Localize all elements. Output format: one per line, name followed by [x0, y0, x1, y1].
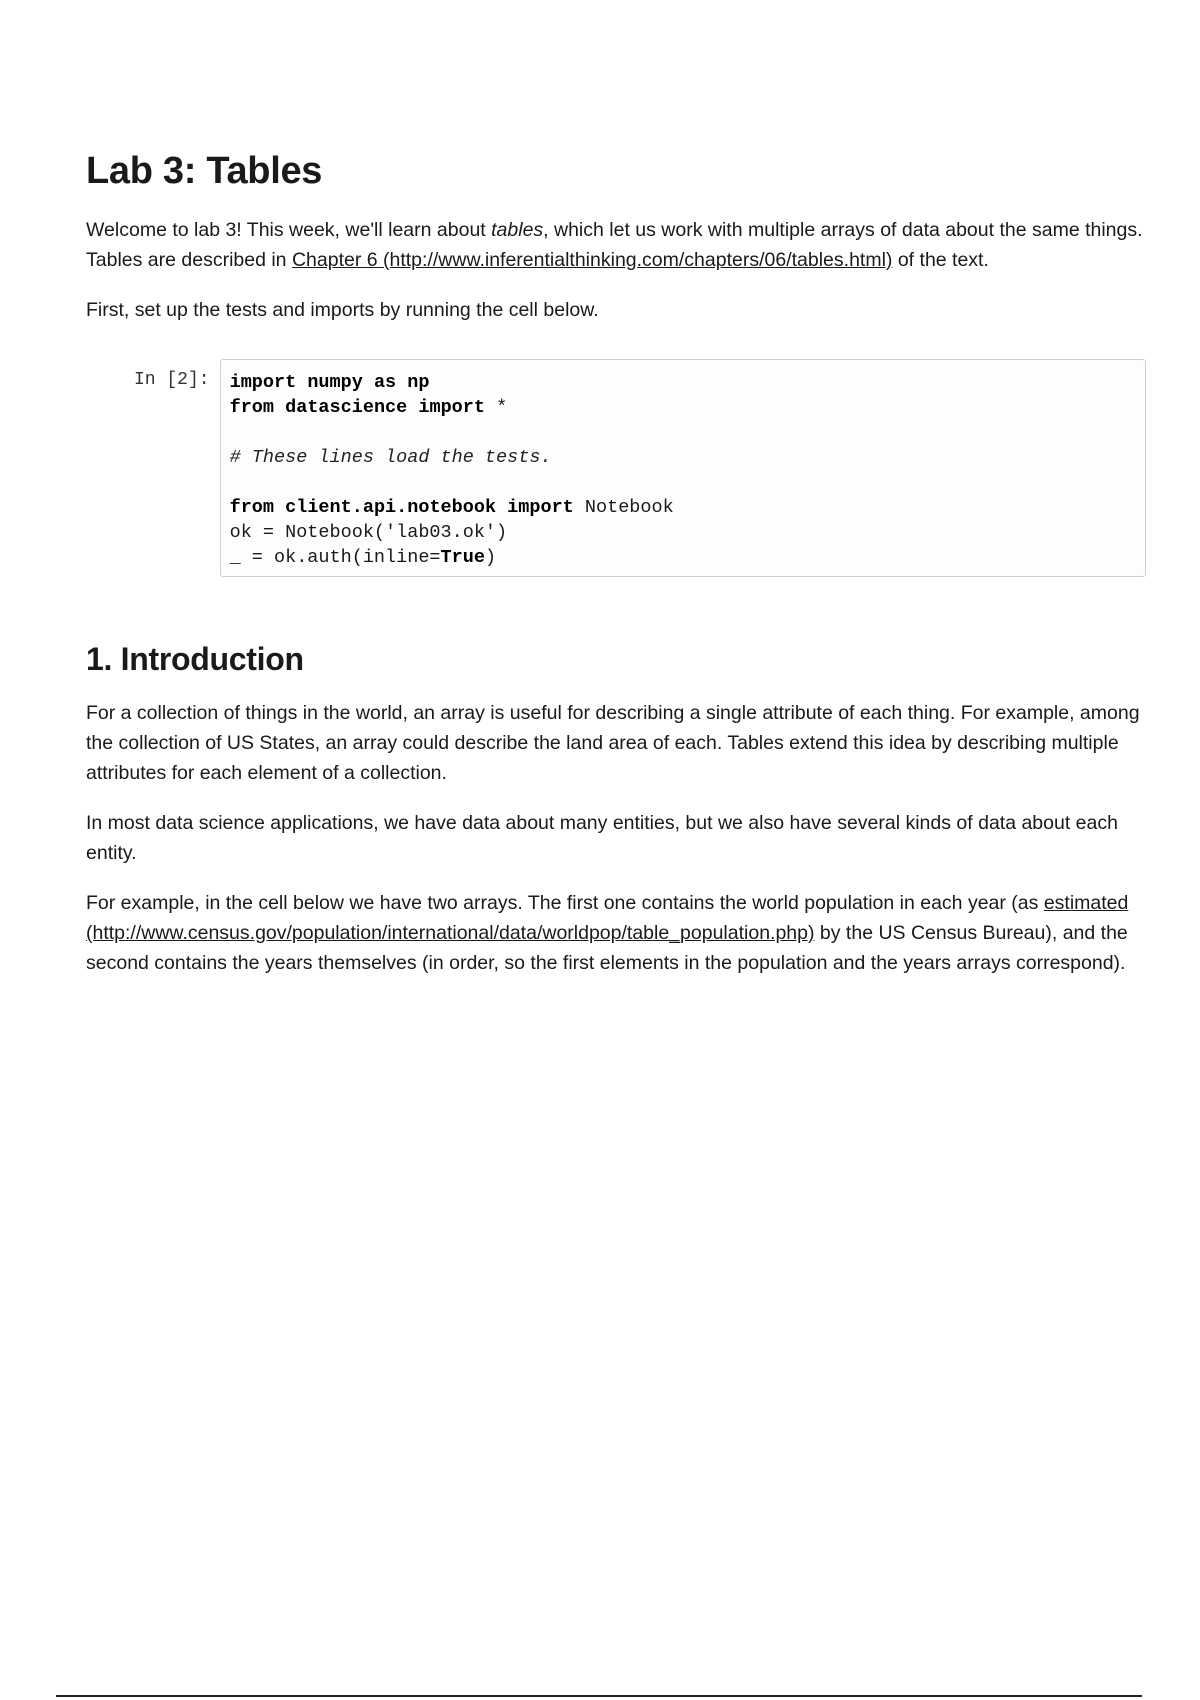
- code-line-1: [230, 370, 1136, 395]
- intro-text-after: of the text.: [892, 249, 989, 271]
- page-title: Lab 3: Tables: [86, 150, 323, 192]
- code-keyword: from: [229, 397, 275, 418]
- setup-paragraph: First, set up the tests and imports by running the cell below.: [86, 299, 599, 321]
- code-keyword: numpy: [307, 372, 363, 393]
- code-text: [407, 397, 418, 418]
- intro-text-before: Welcome to lab 3! This week, we'll learn about: [86, 219, 492, 241]
- code-keyword: datascience: [285, 397, 408, 418]
- code-keyword: from: [229, 497, 275, 518]
- code-cell[interactable]: [86, 359, 1146, 577]
- intro-emphasis: tables: [491, 219, 544, 241]
- code-blank-line: [230, 420, 1136, 445]
- code-keyword: client.api.notebook: [285, 497, 497, 518]
- cell-prompt: In [2]:: [133, 370, 210, 390]
- code-text: ): [484, 547, 497, 568]
- code-blank-line: [230, 470, 1136, 495]
- code-keyword: as: [373, 372, 397, 393]
- chapter-6-link[interactable]: Chapter 6 (http://www.inferentialthinking.com/chapters/06/tables.html): [291, 249, 893, 271]
- page-bottom-divider: [56, 1695, 1142, 1697]
- code-text: _ = ok.auth(inline=: [229, 547, 441, 568]
- code-input[interactable]: [220, 359, 1146, 577]
- code-keyword: import: [507, 497, 574, 518]
- introduction-paragraph-2: In most data science applications, we have data about many entities, but we also have several kinds of data about each entity.: [86, 812, 1118, 864]
- code-text: [363, 372, 374, 393]
- p3-text-before: For example, in the cell below we have two arrays. The first one contains the world population in each year (as: [86, 892, 1044, 914]
- code-keyword: import: [418, 397, 485, 418]
- code-line-2: [230, 395, 1136, 420]
- section-title: 1. Introduction: [86, 641, 304, 677]
- code-text: [496, 497, 507, 518]
- code-keyword: np: [407, 372, 430, 393]
- introduction-paragraph-1: For a collection of things in the world, an array is useful for describing a single attribute of each thing. For example, among the collection of US States, an array could describe the land area of each. Tables extend this idea by describing multiple attributes for each element of a collection.: [86, 702, 1140, 784]
- introduction-paragraph-3: [86, 888, 1146, 978]
- code-text: Notebook: [573, 497, 674, 518]
- intro-paragraph: [86, 215, 1146, 275]
- code-text: [396, 372, 407, 393]
- census-estimate-link[interactable]: estimated (http://www.census.gov/population/international/data/worldpop/table_population.php): [86, 892, 1129, 944]
- code-keyword: True: [440, 547, 485, 568]
- code-keyword: import: [229, 372, 297, 393]
- code-line-7: [230, 545, 1136, 570]
- code-text: [274, 497, 285, 518]
- code-text: [296, 372, 307, 393]
- p3-text-after: by the US Census Bureau), and the second contains the years themselves (in order, so the first elements in the population and the years arrays correspond).: [86, 922, 1128, 974]
- code-text: [274, 397, 285, 418]
- intro-text-middle: , which let us work with multiple arrays of data about the same things. Tables are described in: [86, 219, 1143, 271]
- code-comment: # These lines load the tests.: [229, 447, 552, 468]
- code-line-5: [230, 495, 1136, 520]
- notebook-page: [86, 150, 1146, 998]
- code-text: *: [484, 397, 508, 418]
- code-line-6: ok = Notebook('lab03.ok'): [229, 522, 508, 543]
